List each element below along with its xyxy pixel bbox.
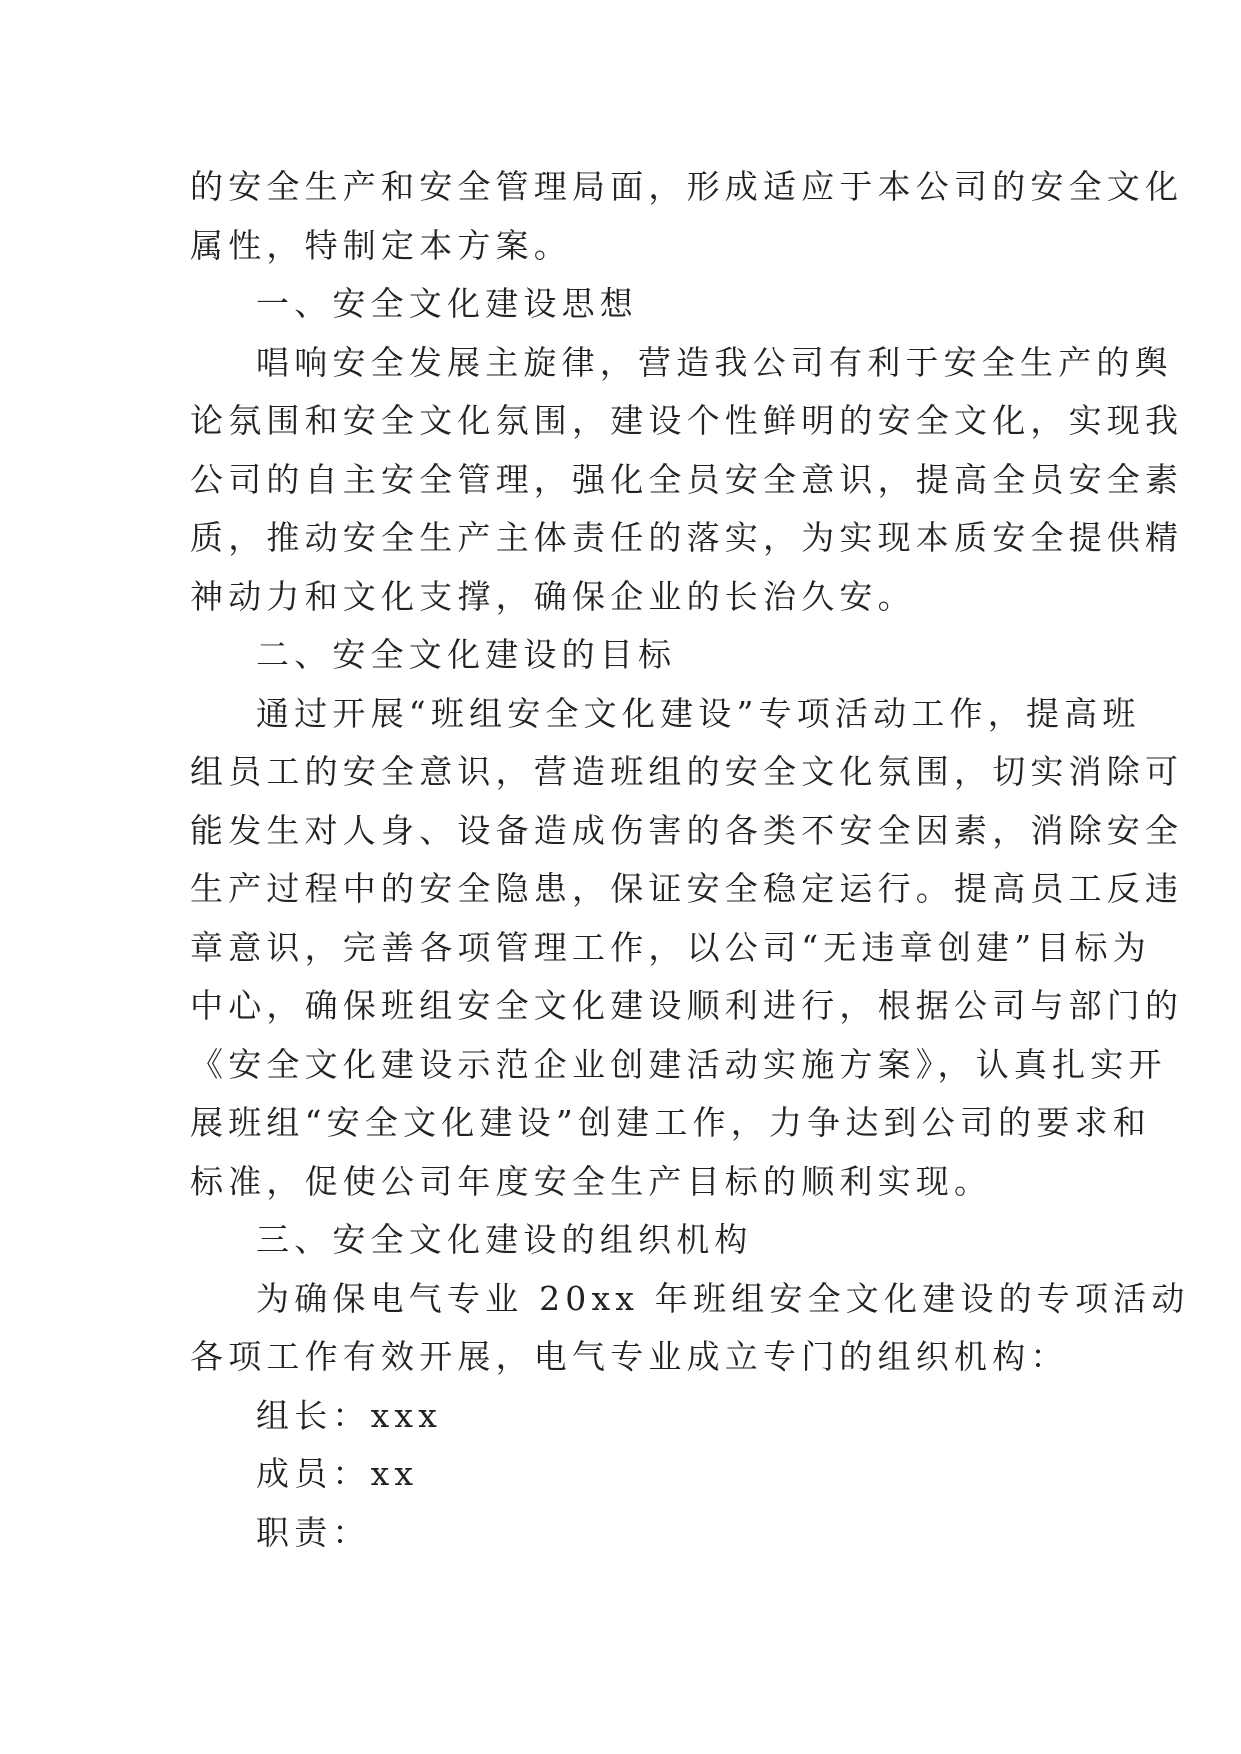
text-line: 的安全生产和安全管理局面，形成适应于本公司的安全文化 bbox=[190, 167, 1184, 206]
text-line: 组员工的安全意识，营造班组的安全文化氛围，切实消除可 bbox=[190, 752, 1184, 791]
text-line: 唱响安全发展主旋律，营造我公司有利于安全生产的舆 bbox=[256, 342, 1173, 382]
text-line: 各项工作有效开展，电气专业成立专门的组织机构： bbox=[190, 1337, 1069, 1376]
section-3-paragraph bbox=[190, 1270, 1190, 1387]
text-line: 生产过程中的安全隐患，保证安全稳定运行。提高员工反违 bbox=[190, 869, 1184, 908]
text-line: 《安全文化建设示范企业创建活动实施方案》，认真扎实开 bbox=[190, 1044, 1167, 1084]
section-heading-2: 二、安全文化建设的目标 bbox=[256, 635, 677, 674]
intro-continuation-paragraph bbox=[190, 158, 1184, 275]
section-1-paragraph bbox=[190, 334, 1184, 627]
text-line: 神动力和文化支撑，确保企业的长治久安。 bbox=[190, 576, 916, 616]
team-members-line: 成员：xx bbox=[256, 1454, 419, 1493]
section-heading-3: 三、安全文化建设的组织机构 bbox=[256, 1220, 753, 1259]
section-heading-1: 一、安全文化建设思想 bbox=[256, 284, 638, 323]
text-line: 公司的自主安全管理，强化全员安全意识，提高全员安全素 bbox=[190, 459, 1184, 499]
text-line: 为确保电气专业 20xx 年班组安全文化建设的专项活动 bbox=[256, 1278, 1190, 1318]
document-body bbox=[190, 158, 1190, 1562]
text-line: 属性，特制定本方案。 bbox=[190, 225, 572, 265]
text-line: 展班组“安全文化建设”创建工作，力争达到公司的要求和 bbox=[190, 1103, 1151, 1142]
text-line: 通过开展“班组安全文化建设”专项活动工作，提高班 bbox=[256, 693, 1141, 733]
team-leader-line: 组长：xxx bbox=[256, 1395, 443, 1435]
section-2-paragraph bbox=[190, 685, 1184, 1212]
text-line: 论氛围和安全文化氛围，建设个性鲜明的安全文化，实现我 bbox=[190, 401, 1184, 440]
text-line: 质，推动安全生产主体责任的落实，为实现本质安全提供精 bbox=[190, 518, 1184, 557]
text-line: 章意识，完善各项管理工作，以公司“无违章创建”目标为 bbox=[190, 927, 1151, 967]
text-line: 能发生对人身、设备造成伤害的各类不安全因素，消除安全 bbox=[190, 810, 1184, 850]
text-line: 中心，确保班组安全文化建设顺利进行，根据公司与部门的 bbox=[190, 986, 1184, 1025]
text-line: 标准，促使公司年度安全生产目标的顺利实现。 bbox=[190, 1161, 993, 1201]
duties-line: 职责： bbox=[256, 1512, 371, 1552]
